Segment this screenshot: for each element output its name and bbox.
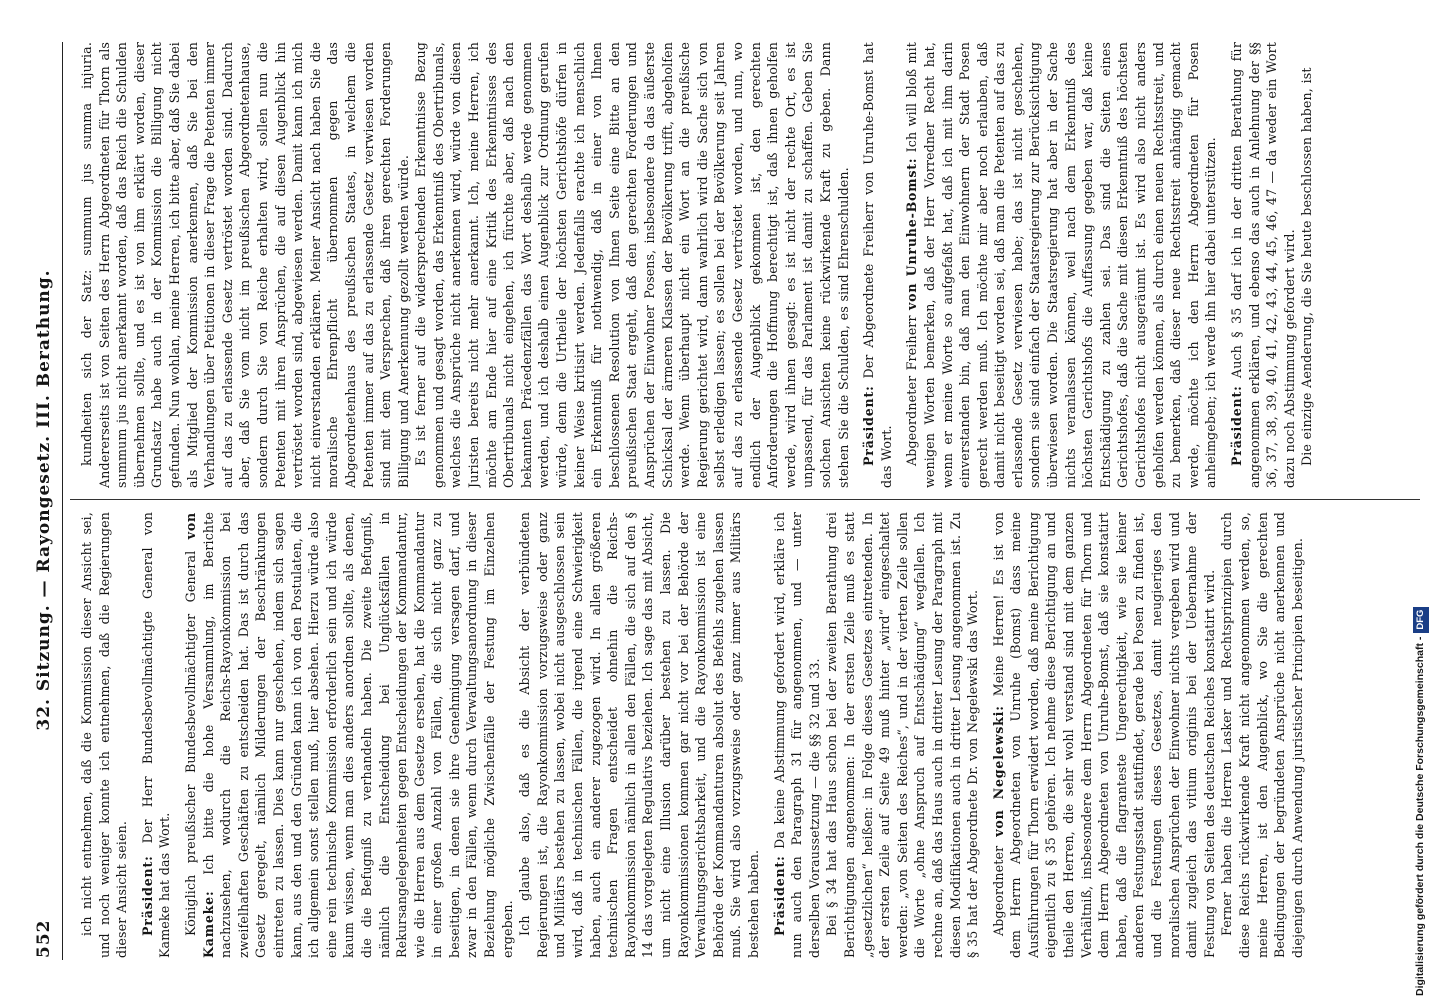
paragraph: ich nicht entnehmen, daß die Kommission dieser Ansicht sei, und noch weniger konnte ich entnehmen, daß die Regierungen dieser Ansicht seien.	[79, 512, 130, 958]
speaker-paragraph	[903, 42, 1220, 488]
speaker-name: von Unruhe-Bomst:	[904, 157, 920, 310]
column-divider	[70, 499, 1420, 500]
running-header	[34, 42, 54, 958]
speech-text: Ich bitte die hohe Versammlung, im Berichte nachzusehen, wodurch die Reichs-Rayonkommission bei zweifelhaften Geschäften zu entscheiden hat. Das ist durch das Gesetz geregelt, nämlich Milderungen der Beschränkungen eintreten zu lassen. Dies kann nur geschehen, indem sich sagen kann, aus den und den Gründen kann ich von den Postulaten, die ich allgemein sonst stellen muß, hier absehen. Hierzu würde also eine rein technische Kommission erforderlich sein und ich würde kaum wissen, wenn man dies anders anordnen sollte, als denen, die die Befugniß zu verhandeln haben. Die zweite Befugniß, nämlich die Entscheidung bei Unglücksfällen in Rekursangelegenheiten gegen Entscheidungen der Kommandantur, wie die Herren aus dem Gesetze ersehen, hat die Kommandantur in einer großen Anzahl von Fällen, die sich nicht ganz zu beseitigen, in denen sie ihre Genehmigung versagen darf, und zwar in den Fällen, wenn durch Verwaltungsanordnung in dieser Beziehung mögliche Zwischenfälle der Festung im Einzelnen ergeben.	[200, 512, 515, 958]
paragraph: Bei § 34 hat das Haus schon bei der zweiten Berathung drei Berichtigungen angenommen: In der ersten Zeile muß es statt „gesetzlichen“ heißen: in Folge dieses Gesetzes eintretenden. In der ersten Zeile auf Seite 49 muß hinter „wird“ eingeschaltet werden: „von Seiten des Reiches“, und in der vierten Zeile sollen die Worte „ohne Anspruch auf Entschädigung“ wegfallen. Ich rechne an, daß das Haus auch in dritter Lesung der Paragraph mit diesen Modifikationen auch in dritter Lesung angenommen ist. Zu § 35 hat der Abgeordnete Dr. von Negelewski das Wort.	[824, 512, 981, 958]
right-column	[78, 42, 1432, 488]
speaker-paragraph	[771, 512, 824, 958]
paragraph: Ferner haben die Herren Lasker und Rechtsprinzipien durch diese Reichs rückwirkende Kraft nicht angenommen werden, so, meine Herren, ist den Augenblick, wo Sie die gerechten Bedingungen der begründeten Ansprüche nicht anerkennen und diejenigen durch Anwendung juristischer Principien beseitigen.	[1219, 512, 1305, 958]
speaker-name: von Kameke:	[182, 512, 216, 958]
dfg-badge: DFG	[1413, 607, 1429, 633]
paragraph: Ich glaube also, daß es die Absicht der verbündeten Regierungen ist, die Rayonkommission vorzugsweise oder ganz und Militärs bestehen zu lassen, wobei nicht ausgeschlossen sein wird, daß in technischen Fällen, die irgend eine Schwierigkeit haben, auch ein anderer zugezogen wird. In allen größeren technischen Fragen entscheidet ohnehin die Reichs-Rayonkommission nämlich in allen den Fällen, die sich auf den § 14 das vorgelegten Regulativs beziehen. Ich sage das mit Absicht, um nicht eine Illusion darüber bestehen zu lassen. Die Rayonkommissionen kommen gar nicht vor bei der Behörde der Verwaltungsgerichtsbarkeit, und die Rayonkommission ist eine Behörde der Kommandanturen absolut des Befehls zugehen lassen muß. Sie wird also vorzugsweise oder ganz immer aus Militärs bestehen haben.	[517, 512, 761, 958]
speaker-title: Abgeordneter Freiherr	[904, 310, 920, 466]
speaker-title: Abgeordneter	[990, 836, 1006, 936]
paragraph: Die einzige Aenderung, die Sie heute beschlossen haben, ist	[1299, 67, 1315, 466]
speaker-name: Präsident:	[861, 385, 877, 466]
speech-text: Meine Herren! Es ist von dem Herrn Abgeordneten von Unruhe (Bomst) dass meine Ausführungen für Thorn erwidert worden, daß meine Berichtigung eigentlich zu § 35 gehören. Ich nehme diese Berichtigung an und theile den Herren, die sehr wohl verstand sind mit dem ganzen Verhältniß, insbesondere dem Herrn Abgeordneten für Thorn und dem Herrn Abgeordneten von Unruhe-Bomst, daß sie konstatirt haben, daß die flagranteste Ungerechtigkeit, wie sie keiner anderen Festungsstadt stattfindet, gerade bei Posen zu finden ist, und die Festungen dieses Gesetzes, damit neugieriges den moralischen Ansprüchen der Einwohner nichts vergeben wird und damit zugleich das vitium originis bei der Uebernahme der Festung von Seiten des deutschen Reiches konstatirt wird.	[990, 512, 1217, 958]
digitization-footer	[1412, 0, 1428, 996]
speech-text: Auch § 35 darf ich in der dritten Berathung für angenommen erklären, und ebenso das auch in Anlehnung der §§ 36, 37, 38, 39, 40, 41, 42, 43, 44, 45, 46, 47 — da weder ein Wort dazu noch Abstimmung gefordert wird.	[1229, 42, 1297, 488]
paragraph: kundheiten sich der Satz: summum jus summa injuria. Andererseits ist von Seiten des Herrn Abgeordneten für Thorn als summum jus nicht anerkannt worden, daß das Reich die Schulden übernehmen sollte, und es ist von ihm erklärt worden, dieser Grundsatz habe auch in der Kommission die Billigung nicht gefunden. Nun wohlan, meine Herren, ich bitte aber, daß Sie dabei als Mitglied der Kommission anerkennen, daß Sie bei den Verhandlungen über Petitionen in dieser Frage die Petenten immer auf das zu erlassende Gesetz vertröstet worden sind. Dadurch aber, daß Sie vom nicht im preußischen Abgeordnetenhause, sondern durch Sie von Reiche erhalten wird, sollen nun die Petenten mit ihren Ansprüchen, die auf diesen Augenblick hin vertröstet worden sind, abgewiesen werden. Damit kann ich mich nicht einverstanden erklären. Meiner Ansicht nach haben Sie die moralische Ehrenpflicht übernommen gegen das Abgeordnetenhaus des preußischen Staates, in welchem die Petenten immer auf das zu erlassende Gesetz verwiesen worden sind mit dem Versprechen, daß ihren gerechten Forderungen Billigung und Anerkennung gezollt werden würde.	[79, 42, 411, 488]
speaker-paragraph	[1228, 42, 1298, 488]
header-rule	[62, 42, 63, 960]
speech-text: Der Herr Bundesbevollmächtigte General von Kameke hat das Wort.	[139, 512, 173, 958]
speech-text: Ich will bloß mit wenigen Worten bemerken, daß der Herr Vorredner Recht hat, wenn er meine Worte so aufgefaßt hat, daß ich mit ihm darin einverstanden bin, daß man den Einwohnern der Stadt Posen gerecht werden muß. Ich möchte mir aber noch erlauben, daß damit nicht beseitigt worden sei, daß man die Petenten auf das zu erlassende Gesetz verwiesen habe; das ist nicht geschehen, sondern sie sind einfach der Staatsregierung zur Berücksichtigung überwiesen worden. Die Staatsregierung hat aber in der Sache nichts veranlassen können, weil nach dem Erkenntniß des höchsten Gerichtshofs die Auffassung gegeben war, daß keine Entschädigung zu zahlen sei. Das sind die Seiten eines Gerichtshofes, daß die Sache mit diesen Erkenntniß des höchsten Gerichtshofes nicht ausgeräumt ist. Es wird also nicht anders geholfen werden können, als durch einen neuen Rechtsstreit, und zu bemerken, daß dieser neue Rechtsstreit anhängig gemacht werde, möchte ich den Herrn Abgeordneten für Posen anheimgeben; ich werde ihn hier dabei unterstützen.	[904, 42, 1219, 488]
speech-text: Der Abgeordnete Freiherr von Unruhe-Bomst hat das Wort.	[861, 42, 894, 488]
speaker-name: Präsident:	[1229, 385, 1244, 466]
speaker-title: Königlich preußischer Bundesbevollmächtigter General	[182, 539, 198, 936]
speaker-name: Präsident:	[139, 855, 155, 936]
left-column	[78, 512, 1432, 958]
speaker-paragraph	[139, 512, 174, 958]
speaker-paragraph	[860, 42, 895, 488]
footer-text: Digitalisierung gefördert durch die Deutsche Forschungsgemeinschaft -	[1414, 636, 1426, 996]
paragraph: Es ist ferner auf die widersprechenden Erkenntnisse Bezug genommen und gesagt worden, das Erkenntniß des Obertribunals, welches die Ansprüche nicht anerkennen wird, würde von diesen Juristen bereits nicht mehr anerkannt. Ich, meine Herren, ich möchte am Ende hier auf eine Kritik des Erkenntnisses des Obertribunals nicht eingehen, ich fürchte aber, daß nach den bekannten Präcedenzfällen das Wort deshalb werde genommen werden, und ich deshalb einen Augenblick zur Ordnung gerufen würde, denn die Urtheile der höchsten Gerichtshöfe dürfen in keiner Weise kritisirt werden. Jedenfalls erachte ich menschlich ein Erkenntniß für nothwendig, daß in einer von Ihnen beschlossenen Resolution von Ihnen Seite eine Bitte an den preußischen Staat ergeht, daß den gerechten Forderungen und Ansprüchen der Einwohner Posens, insbesondere da das äußerste Schicksal der ärmeren Klassen der Bevölkerung trifft, abgeholfen werde. Wenn überhaupt nicht ein Wort an die preußische Regierung gerichtet wird, dann wahrlich wird die Sache sich von selbst erledigen lassen; es sollen bei der Bevölkerung seit Jahren auf das zu erlassende Gesetz vertröstet worden, und nun, wo endlich der Augenblick gekommen ist, den gerechten Anforderungen die Hoffnung berechtigt ist, daß ihnen geholfen werde, wird ihnen gesagt: es ist nicht der rechte Ort, es ist unpassend, für das Parlament ist damit zu schaffen. Geben Sie solchen Ansichten keine rückwirkende Kraft zu geben. Dann stehen Sie die Schulden, es sind Ehrenschulden.	[413, 42, 851, 488]
running-title: 32. Sitzung. — Rayongesetz. III. Berathung.	[34, 269, 54, 731]
speech-text: Da keine Abstimmung gefordert wird, erkläre ich nun auch den Paragraph 31 für angenommen, und — unter derselben Voraussetzung — die §§ 32 und 33.	[771, 512, 822, 958]
speaker-name: Präsident:	[771, 855, 787, 936]
speaker-paragraph	[990, 512, 1219, 958]
speaker-name: von Negelewski:	[990, 705, 1006, 837]
speaker-paragraph	[182, 512, 516, 958]
page-number: 552	[34, 919, 54, 958]
